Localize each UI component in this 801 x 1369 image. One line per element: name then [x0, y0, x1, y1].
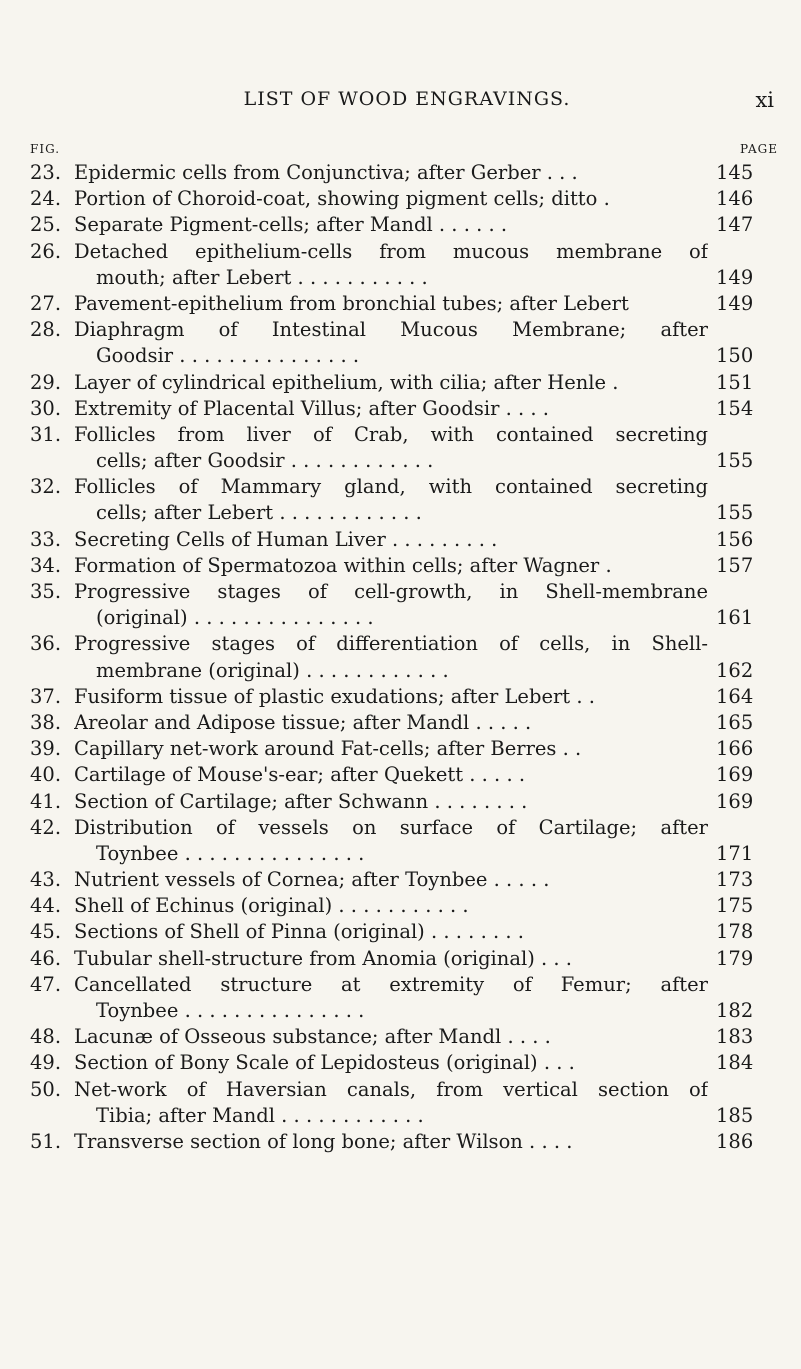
list-item	[30, 370, 778, 396]
list-item	[30, 684, 778, 710]
entry-line	[30, 291, 778, 317]
figure-number: 38.	[30, 710, 62, 734]
figure-number: 49.	[30, 1051, 62, 1075]
entry-description: Progressive stages of differentiation of cells, in Shell-	[74, 632, 708, 656]
list-item	[30, 527, 778, 553]
list-item	[30, 762, 778, 788]
entry-line	[30, 317, 778, 343]
entry-line	[30, 474, 778, 500]
entry-description: Tubular shell-structure from Anomia (original) . . .	[74, 946, 573, 970]
entry-line	[30, 527, 778, 553]
entry-line	[30, 736, 778, 762]
figure-number: 42.	[30, 815, 62, 839]
entry-description: Section of Cartilage; after Schwann . . . . . . . .	[74, 789, 528, 813]
entry-line	[30, 815, 778, 841]
figure-number: 34.	[30, 553, 62, 577]
figure-number: 50.	[30, 1077, 62, 1101]
entry-line	[30, 867, 778, 893]
figure-number: 33.	[30, 527, 62, 551]
entry-description: Detached epithelium-cells from mucous membrane of	[74, 239, 708, 263]
list-item	[30, 474, 778, 526]
figure-number: 30.	[30, 396, 62, 420]
entry-line	[30, 186, 778, 212]
list-item	[30, 1024, 778, 1050]
page-reference: 171	[716, 841, 754, 865]
page-reference: 185	[716, 1103, 754, 1127]
page-reference: 182	[716, 999, 754, 1022]
entry-description: cells; after Lebert . . . . . . . . . . . .	[96, 501, 422, 525]
entry-line	[30, 658, 778, 684]
figure-number: 51.	[30, 1129, 62, 1153]
page-reference: 156	[716, 527, 754, 551]
list-item	[30, 710, 778, 736]
entry-description: Sections of Shell of Pinna (original) . . . . . . . .	[74, 920, 524, 944]
entry-line	[30, 396, 778, 422]
list-item	[30, 789, 778, 815]
entry-description: Extremity of Placental Villus; after Goodsir . . . .	[74, 396, 549, 420]
figure-number: 37.	[30, 684, 62, 708]
list-item	[30, 396, 778, 422]
engravings-list	[30, 160, 778, 1155]
figure-number: 28.	[30, 318, 62, 342]
entry-line	[30, 919, 778, 945]
page-reference: 184	[716, 1051, 754, 1075]
figure-number: 41.	[30, 789, 62, 813]
entry-description: Shell of Echinus (original) . . . . . . . . . . .	[74, 894, 469, 918]
fig-column-heading: FIG.	[30, 142, 61, 156]
figure-number: 23.	[30, 161, 62, 184]
page-reference: 169	[716, 789, 754, 813]
page-reference: 146	[716, 187, 754, 211]
page-reference: 173	[716, 868, 754, 892]
page-reference: 155	[716, 501, 754, 525]
entry-description: Separate Pigment-cells; after Mandl . . . . . .	[74, 213, 508, 237]
entry-description: Nutrient vessels of Cornea; after Toynbee . . . . .	[74, 868, 550, 892]
entry-line	[30, 1024, 778, 1050]
entry-line	[30, 789, 778, 815]
entry-description: Epidermic cells from Conjunctiva; after Gerber . . .	[74, 161, 578, 184]
list-item	[30, 631, 778, 683]
entry-line	[30, 212, 778, 238]
entry-description: (original) . . . . . . . . . . . . . . .	[96, 606, 374, 630]
page-reference: 183	[716, 1025, 754, 1049]
list-item	[30, 422, 778, 474]
entry-line	[30, 946, 778, 972]
list-item	[30, 160, 778, 186]
entry-description: Goodsir . . . . . . . . . . . . . . .	[96, 344, 360, 368]
entry-description: Portion of Choroid-coat, showing pigment cells; ditto .	[74, 187, 610, 211]
list-item	[30, 815, 778, 867]
page-reference: 179	[716, 946, 754, 970]
entry-description: Fusiform tissue of plastic exudations; after Lebert . .	[74, 684, 595, 708]
entry-description: cells; after Goodsir . . . . . . . . . . . .	[96, 449, 434, 473]
figure-number: 46.	[30, 946, 62, 970]
running-header	[40, 88, 774, 118]
list-item	[30, 579, 778, 631]
entry-line	[30, 998, 778, 1024]
entry-description: Secreting Cells of Human Liver . . . . . . . . .	[74, 527, 498, 551]
page-reference: 157	[716, 553, 754, 577]
list-item	[30, 1050, 778, 1076]
figure-number: 27.	[30, 291, 62, 315]
figure-number: 24.	[30, 187, 62, 211]
entry-description: Diaphragm of Intestinal Mucous Membrane; after	[74, 318, 708, 342]
entry-line	[30, 605, 778, 631]
list-item	[30, 893, 778, 919]
figure-number: 40.	[30, 763, 62, 787]
list-item	[30, 867, 778, 893]
entry-line	[30, 1129, 778, 1155]
figure-number: 26.	[30, 239, 62, 263]
entry-description: Net-work of Haversian canals, from vertical section of	[74, 1077, 708, 1101]
entry-description: Section of Bony Scale of Lepidosteus (original) . . .	[74, 1051, 575, 1075]
figure-number: 48.	[30, 1025, 62, 1049]
list-item	[30, 239, 778, 291]
entry-description: Progressive stages of cell-growth, in Shell-membrane	[74, 580, 708, 603]
page-reference: 175	[716, 894, 754, 918]
entry-description: Areolar and Adipose tissue; after Mandl . . . . .	[74, 710, 532, 734]
entry-description: Lacunæ of Osseous substance; after Mandl . . . .	[74, 1025, 551, 1049]
figure-number: 32.	[30, 475, 62, 499]
list-item	[30, 291, 778, 317]
page-column-heading: PAGE	[740, 142, 778, 156]
entry-line	[30, 972, 778, 998]
entry-line	[30, 553, 778, 579]
list-item	[30, 919, 778, 945]
figure-number: 31.	[30, 422, 62, 446]
page-reference: 155	[716, 449, 754, 473]
figure-number: 35.	[30, 580, 62, 603]
entry-description: Toynbee . . . . . . . . . . . . . . .	[96, 999, 365, 1022]
entry-description: Distribution of vessels on surface of Cartilage; after	[74, 815, 708, 839]
entry-description: Layer of cylindrical epithelium, with cilia; after Henle .	[74, 370, 619, 394]
entry-line	[30, 343, 778, 369]
entry-line	[30, 448, 778, 474]
list-item	[30, 736, 778, 762]
page-reference: 154	[716, 396, 754, 420]
entry-description: Pavement-epithelium from bronchial tubes; after Lebert	[74, 291, 629, 315]
figure-number: 43.	[30, 868, 62, 892]
list-item	[30, 186, 778, 212]
page-reference: 164	[716, 684, 754, 708]
entry-line	[30, 500, 778, 526]
entry-line	[30, 579, 778, 605]
page-reference: 169	[716, 763, 754, 787]
entry-line	[30, 422, 778, 448]
page-reference: 145	[716, 161, 754, 184]
entry-description: Transverse section of long bone; after Wilson . . . .	[74, 1129, 573, 1153]
entry-line	[30, 841, 778, 867]
list-item	[30, 972, 778, 1024]
page-title: LIST OF WOOD ENGRAVINGS.	[243, 88, 571, 110]
figure-number: 36.	[30, 632, 62, 656]
figure-number: 25.	[30, 213, 62, 237]
entry-description: Capillary net-work around Fat-cells; after Berres . .	[74, 737, 582, 761]
figure-number: 39.	[30, 737, 62, 761]
list-item	[30, 946, 778, 972]
list-item	[30, 1077, 778, 1129]
column-headings	[30, 142, 778, 158]
page-reference: 149	[716, 291, 754, 315]
entry-description: Tibia; after Mandl . . . . . . . . . . . .	[96, 1103, 424, 1127]
page-reference: 149	[716, 265, 754, 289]
entry-line	[30, 762, 778, 788]
page-reference: 166	[716, 737, 754, 761]
entry-line	[30, 370, 778, 396]
list-item	[30, 317, 778, 369]
entry-description: Follicles of Mammary gland, with contained secreting	[74, 475, 708, 499]
page-reference: 151	[716, 370, 754, 394]
list-item	[30, 553, 778, 579]
figure-number: 29.	[30, 370, 62, 394]
page-reference: 162	[716, 658, 754, 682]
entry-line	[30, 1077, 778, 1103]
entry-line	[30, 160, 778, 186]
page-number: xi	[755, 88, 774, 112]
entry-description: Cancellated structure at extremity of Femur; after	[74, 972, 708, 996]
figure-number: 44.	[30, 894, 62, 918]
figure-number: 45.	[30, 920, 62, 944]
entry-line	[30, 1103, 778, 1129]
figure-number: 47.	[30, 972, 62, 996]
entry-description: Cartilage of Mouse's-ear; after Quekett . . . . .	[74, 763, 526, 787]
entry-line	[30, 631, 778, 657]
entry-description: Follicles from liver of Crab, with contained secreting	[74, 422, 708, 446]
list-item	[30, 212, 778, 238]
entry-line	[30, 1050, 778, 1076]
entry-line	[30, 239, 778, 265]
page-reference: 178	[716, 920, 754, 944]
entry-line	[30, 893, 778, 919]
page-reference: 150	[716, 344, 754, 368]
entry-description: Toynbee . . . . . . . . . . . . . . .	[96, 841, 365, 865]
entry-description: Formation of Spermatozoa within cells; after Wagner .	[74, 553, 612, 577]
list-item	[30, 1129, 778, 1155]
page-reference: 186	[716, 1129, 754, 1153]
entry-description: membrane (original) . . . . . . . . . . . .	[96, 658, 449, 682]
entry-line	[30, 684, 778, 710]
page-reference: 165	[716, 710, 754, 734]
entry-line	[30, 265, 778, 291]
entry-description: mouth; after Lebert . . . . . . . . . . .	[96, 265, 428, 289]
entry-line	[30, 710, 778, 736]
page-reference: 161	[716, 606, 754, 630]
page-reference: 147	[716, 213, 754, 237]
